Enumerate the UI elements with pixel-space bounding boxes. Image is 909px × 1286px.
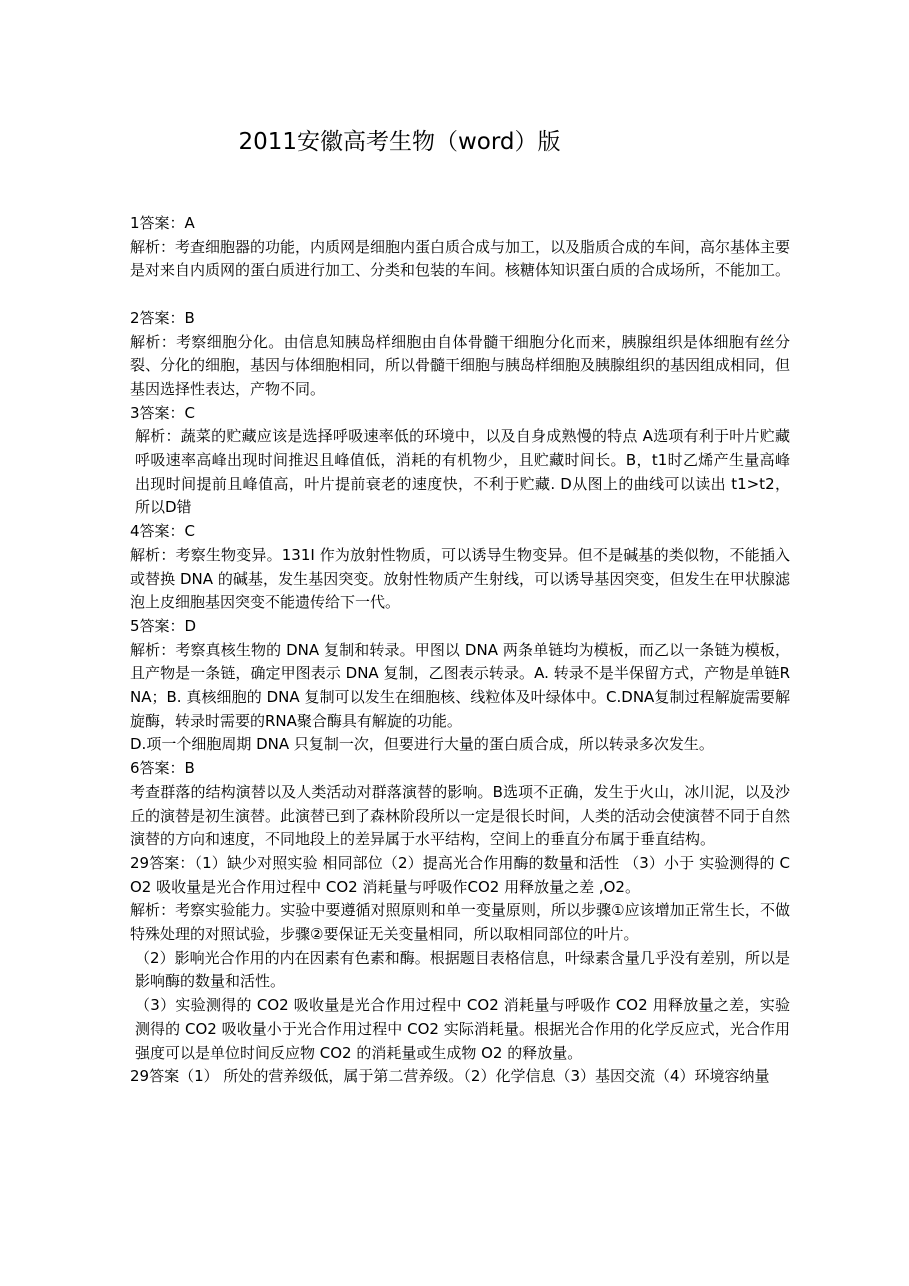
paragraph: （2）影响光合作用的内在因素有色素和酶。根据题目表格信息，叶绿素含量几乎没有差别，所以是影响酶的数量和活性。	[135, 948, 790, 991]
paragraph: 6答案：B	[130, 759, 195, 778]
document-body	[130, 212, 790, 1089]
paragraph: 解析：考察细胞分化。由信息知胰岛样细胞由自体骨髓干细胞分化而来，胰腺组织是体细胞有丝分裂、分化的细胞，基因与体细胞相同，所以骨髓干细胞与胰岛样细胞及胰腺组织的基因组成相同，但基因选择性表达，产物不同。	[130, 332, 791, 398]
paragraph: 考查群落的结构演替以及人类活动对群落演替的影响。B选项不正确，发生于火山，冰川泥，以及沙丘的演替是初生演替。此演替已到了森林阶段所以一定是很长时间，人类的活动会使演替不同于自然演替的方向和速度，不同地段上的差异属于水平结构，空间上的垂直分布属于垂直结构。	[130, 782, 791, 849]
paragraph: 解析：考察真核生物的 DNA 复制和转录。甲图以 DNA 两条单链均为模板，而乙以一条链为模板，且产物是一条链，确定甲图表示 DNA 复制，乙图表示转录。A. 转录不是半保留方式，产物是单链RNA；B. 真核细胞的 DNA 复制可以发生在细胞核、线粒体及叶绿体中。C.DNA复制过程解旋需要解旋酶，转录时需要的RNA聚合酶具有解旋的功能。	[130, 640, 790, 730]
paragraph: 3答案：C	[130, 403, 196, 422]
paragraph: （3）实验测得的 CO2 吸收量是光合作用过程中 CO2 消耗量与呼吸作 CO2 用释放量之差，实验测得的 CO2 吸收量小于光合作用过程中 CO2 实际消耗量。根据光合作用的化学反应式，光合作用强度可以是单位时间反应物 CO2 的消耗量或生成物 O2 的释放量。	[135, 996, 790, 1062]
paragraph: 5答案：D	[130, 616, 197, 635]
paragraph: 2答案：B	[130, 308, 195, 327]
paragraph: D.项一个细胞周期 DNA 只复制一次，但要进行大量的蛋白质合成，所以转录多次发生。	[130, 735, 714, 754]
paragraph: 29答案（1） 所处的营养级低，属于第二营养级。（2）化学信息（3）基因交流（4）环境容纳量	[130, 1067, 770, 1086]
paragraph: 1答案：A	[130, 214, 195, 232]
paragraph: 解析：考查细胞器的功能，内质网是细胞内蛋白质合成与加工，以及脂质合成的车间，高尔基体主要是对来自内质网的蛋白质进行加工、分类和包装的车间。核糖体知识蛋白质的合成场所，不能加工。	[130, 237, 791, 280]
paragraph: 解析：考察实验能力。实验中要遵循对照原则和单一变量原则，所以步骤①应该增加正常生长，不做特殊处理的对照试验，步骤②要保证无关变量相同，所以取相同部位的叶片。	[130, 901, 790, 944]
paragraph: 4答案：C	[130, 522, 196, 541]
paragraph: 29答案：（1）缺少对照实验 相同部位（2）提高光合作用酶的数量和活性 （3）小于 实验测得的 CO2 吸收量是光合作用过程中 CO2 消耗量与呼吸作CO2 用释放量之差 ,O2。	[130, 853, 790, 896]
document-title: 2011安徽高考生物（word）版	[238, 129, 561, 155]
paragraph: 解析：蔬菜的贮藏应该是选择呼吸速率低的环境中，以及自身成熟慢的特点 A选项有利于叶片贮藏呼吸速率高峰出现时间推迟且峰值低，消耗的有机物少，且贮藏时间长。B，t1时乙烯产生量高峰出现时间提前且峰值高，叶片提前衰老的速度快，不利于贮藏. D从图上的曲线可以读出 t1>t2， 所以D错	[135, 427, 790, 517]
document-title-row	[0, 126, 909, 158]
paragraph: 解析：考察生物变异。131I 作为放射性物质，可以诱导生物变异。但不是碱基的类似物，不能插入或替换 DNA 的碱基，发生基因突变。放射性物质产生射线，可以诱导基因突变，但发生在甲状腺滤泡上皮细胞基因突变不能遗传给下一代。	[130, 545, 790, 612]
paragraph-spacer	[130, 283, 790, 307]
